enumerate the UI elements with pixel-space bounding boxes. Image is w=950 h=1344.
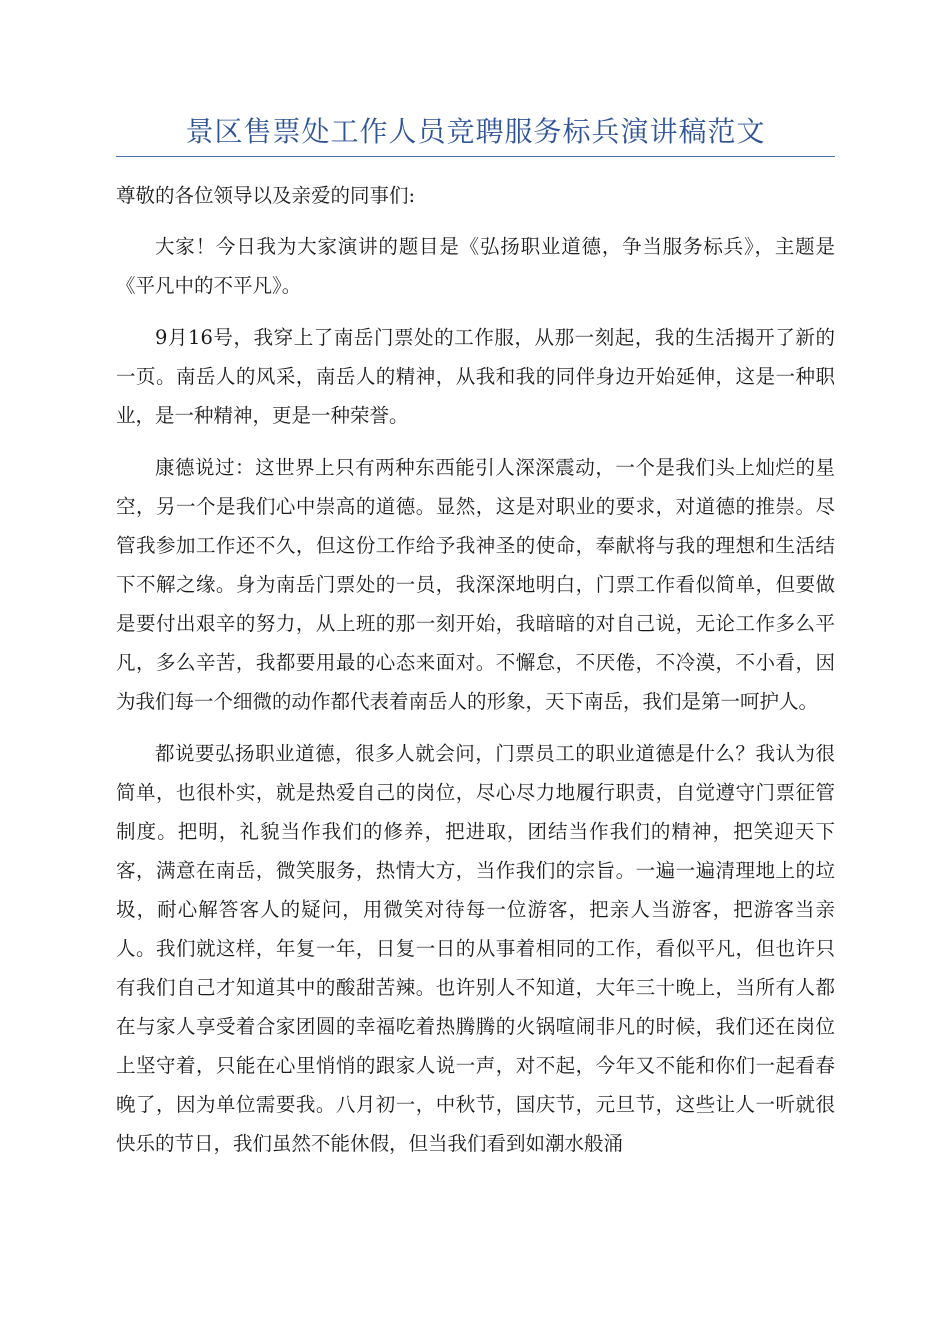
document-title: 景区售票处工作人员竞聘服务标兵演讲稿范文 (185, 115, 766, 148)
paragraph-2: 9月16号，我穿上了南岳门票处的工作服，从那一刻起，我的生活揭开了新的一页。南岳人的风采，南岳人的精神，从我和我的同伴身边开始延伸，这是一种职业，是一种精神，更是一种荣誉。 (116, 326, 835, 427)
document-body (116, 176, 835, 1176)
paragraph-3: 康德说过：这世界上只有两种东西能引人深深震动，一个是我们头上灿烂的星空，另一个是我们心中崇高的道德。显然，这是对职业的要求，对道德的推崇。尽管我参加工作还不久，但这份工作给予我神圣的使命，奉献将与我的理想和生活结下不解之缘。身为南岳门票处的一员，我深深地明白，门票工作看似简单，但要做是要付出艰辛的努力，从上班的那一刻开始，我暗暗的对自己说，无论工作多么平凡，多么辛苦，我都要用最的心态来面对。不懈怠，不厌倦，不冷漠，不小看，因为我们每一个细微的动作都代表着南岳人的形象，天下南岳，我们是第一呵护人。 (116, 456, 835, 713)
title-block (116, 108, 835, 157)
greeting-line: 尊敬的各位领导以及亲爱的同事们: (116, 184, 416, 207)
paragraph-4: 都说要弘扬职业道德，很多人就会问，门票员工的职业道德是什么？我认为很简单，也很朴实，就是热爱自己的岗位，尽心尽力地履行职责，自觉遵守门票征管制度。把明，礼貌当作我们的修养，把进取，团结当作我们的精神，把笑迎天下客，满意在南岳，微笑服务，热情大方，当作我们的宗旨。一遍一遍清理地上的垃圾，耐心解答客人的疑问，用微笑对待每一位游客，把亲人当游客，把游客当亲人。我们就这样，年复一年，日复一日的从事着相同的工作，看似平凡，但也许只有我们自己才知道其中的酸甜苦辣。也许别人不知道，大年三十晚上，当所有人都在与家人享受着合家团圆的幸福吃着热腾腾的火锅喧闹非凡的时候，我们还在岗位上坚守着，只能在心里悄悄的跟家人说一声，对不起，今年又不能和你们一起看春晚了，因为单位需要我。八月初一，中秋节，国庆节，元旦节，这些让人一听就很快乐的节日，我们虽然不能休假，但当我们看到如潮水般涌 (116, 742, 835, 1155)
paragraph-1: 大家！今日我为大家演讲的题目是《弘扬职业道德，争当服务标兵》，主题是《平凡中的不平凡》。 (116, 235, 835, 297)
